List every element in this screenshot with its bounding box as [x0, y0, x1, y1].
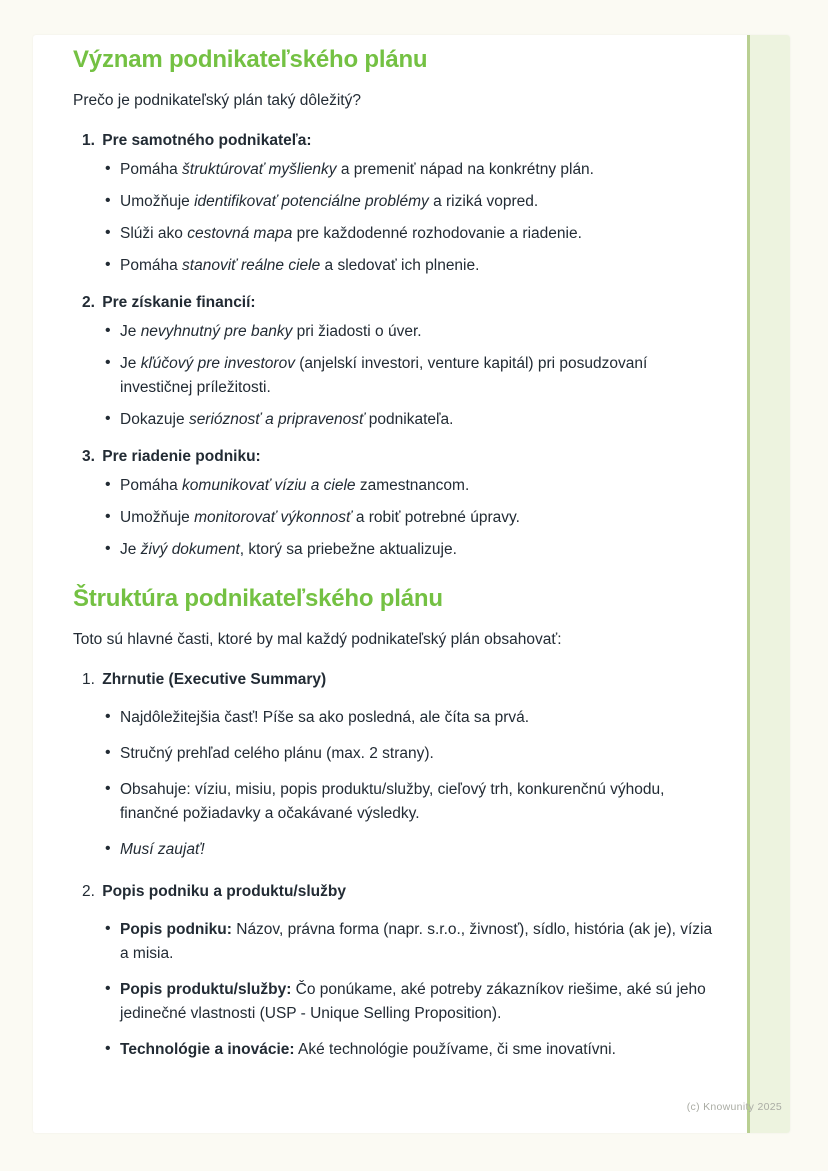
item-title [82, 880, 721, 904]
text-run: Názov, právna forma (napr. s.r.o., živnosť), sídlo, história (ak je), vízia a misia. [120, 921, 713, 963]
intro-paragraph: Toto sú hlavné časti, ktoré by mal každý podnikateľský plán obsahovať: [73, 631, 562, 649]
item-title-text: Pre samotného podnikateľa: [102, 132, 312, 150]
text-run: a robiť potrebné úpravy. [351, 509, 520, 527]
item-number: 2. [82, 883, 95, 901]
text-run: Popis produktu/služby: [120, 981, 292, 999]
text-run: pri žiadosti o úver. [292, 323, 422, 341]
bullet-item [82, 978, 721, 1026]
text-run: Pomáha [120, 477, 183, 495]
text-run: serióznosť a pripravenosť [188, 411, 365, 429]
text-run: Je [120, 323, 141, 341]
numbered-item [82, 880, 721, 1062]
bullet-item [82, 474, 721, 498]
bullet-item [82, 190, 721, 214]
item-title [82, 445, 721, 469]
item-title-text: Zhrnutie (Executive Summary) [102, 671, 327, 689]
numbered-item [82, 129, 721, 278]
bullet-item [82, 1038, 721, 1062]
bullet-item [82, 408, 721, 432]
text-run: Pomáha [120, 161, 183, 179]
text-run: monitorovať výkonnosť [194, 509, 352, 527]
bullet-item [82, 320, 721, 344]
bullet-item [82, 778, 721, 826]
text-run: pre každodenné rozhodovanie a riadenie. [292, 225, 582, 243]
item-title [82, 291, 721, 315]
page-sheet [33, 35, 790, 1133]
text-run: Stručný prehľad celého plánu (max. 2 strany). [120, 745, 434, 763]
item-title-text: Popis podniku a produktu/služby [102, 883, 346, 901]
text-run: zamestnancom. [355, 477, 470, 495]
text-run: a riziká vopred. [428, 193, 539, 211]
item-number: 2. [82, 294, 95, 312]
text-run: kľúčový pre investorov [140, 355, 295, 373]
text-run: Dokazuje [120, 411, 189, 429]
section-heading: Význam podnikateľského plánu [73, 46, 428, 73]
item-number: 1. [82, 132, 95, 150]
item-number: 3. [82, 448, 95, 466]
text-run: Slúži ako [120, 225, 188, 243]
bullet-item [82, 254, 721, 278]
text-run: podnikateľa. [364, 411, 454, 429]
doc-section-vyznam [73, 45, 721, 562]
text-run: Je [120, 541, 141, 559]
text-run: Je [120, 355, 141, 373]
text-run: stanoviť reálne ciele [182, 257, 321, 275]
text-run: štruktúrovať myšlienky [182, 161, 337, 179]
bullet-item [82, 918, 721, 966]
bullet-item [82, 222, 721, 246]
text-run: Aké technológie používame, či sme inovatívni. [294, 1041, 616, 1059]
bullet-item [82, 158, 721, 182]
bullet-item [82, 706, 721, 730]
bullet-item [82, 838, 721, 862]
text-run: živý dokument [140, 541, 240, 559]
text-run: nevyhnutný pre banky [140, 323, 293, 341]
page-content [73, 45, 721, 1080]
text-run: Technológie a inovácie: [120, 1041, 295, 1059]
item-title [82, 129, 721, 153]
bullet-item [82, 352, 721, 400]
text-run: Musí zaujať! [120, 841, 205, 859]
text-run: , ktorý sa priebežne aktualizuje. [239, 541, 457, 559]
numbered-item [82, 445, 721, 562]
text-run: a sledovať ich plnenie. [320, 257, 480, 275]
numbered-list [73, 668, 721, 1062]
text-run: cestovná mapa [187, 225, 293, 243]
text-run: Čo ponúkame, aké potreby zákazníkov riešime, aké sú jeho jedinečné vlastnosti (USP - Unique Selling Proposition). [120, 981, 706, 1023]
numbered-list [73, 129, 721, 562]
text-run: komunikovať víziu a ciele [182, 477, 356, 495]
bullet-item [82, 538, 721, 562]
item-title-text: Pre získanie financií: [102, 294, 256, 312]
text-run: Popis podniku: [120, 921, 232, 939]
section-heading: Štruktúra podnikateľského plánu [73, 585, 443, 613]
text-run: Umožňuje [120, 509, 195, 527]
intro-paragraph: Prečo je podnikateľský plán taký dôležitý? [73, 92, 361, 109]
text-run: Obsahuje: víziu, misiu, popis produktu/služby, cieľový trh, konkurenčnú výhodu, finančné požiadavky a očakávané výsledky. [120, 781, 665, 823]
text-run: identifikovať potenciálne problémy [194, 193, 429, 211]
copyright-watermark: (c) Knowunity 2025 [686, 1101, 782, 1113]
text-run: (anjelskí investori, venture kapitál) pri posudzovaní investičnej príležitosti. [120, 355, 648, 397]
text-run: Umožňuje [120, 193, 195, 211]
item-number: 1. [82, 671, 95, 689]
text-run: Pomáha [120, 257, 183, 275]
numbered-item [82, 291, 721, 432]
item-title [82, 668, 721, 692]
numbered-item [82, 668, 721, 862]
bullet-item [82, 742, 721, 766]
item-title-text: Pre riadenie podniku: [102, 448, 261, 466]
text-run: Najdôležitejšia časť! Píše sa ako posledná, ale číta sa prvá. [120, 709, 530, 727]
right-accent-stripe [747, 35, 790, 1133]
text-run: a premeniť nápad na konkrétny plán. [336, 161, 594, 179]
doc-section-struktura [73, 584, 721, 1062]
bullet-item [82, 506, 721, 530]
